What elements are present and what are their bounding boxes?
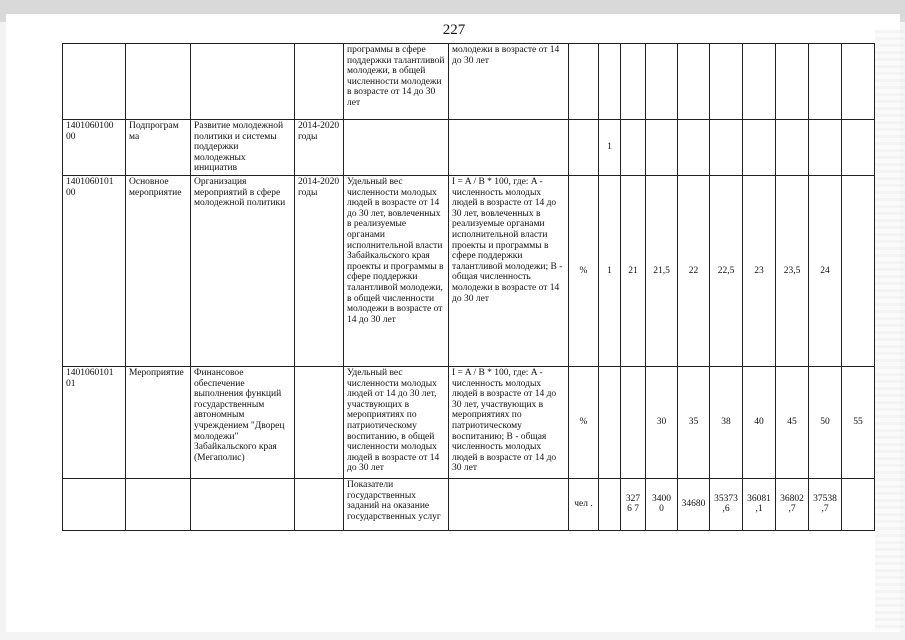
value-cell: 40 <box>743 366 776 478</box>
unit-cell: % <box>569 175 599 366</box>
value-cell <box>646 120 678 176</box>
value-cell: 35373 ,6 <box>710 478 743 530</box>
base-cell <box>599 44 621 120</box>
code-cell: 1401060100 00 <box>63 120 126 176</box>
value-cell <box>809 44 842 120</box>
table-row <box>63 120 875 176</box>
value-cell: 23 <box>743 175 776 366</box>
value-cell <box>743 120 776 176</box>
name-cell: Финансовое обеспечение выполнения функций государственным автономным учреждением "Дворец молодежи" Забайкальского края (Мегаполис) <box>191 366 295 478</box>
table-row <box>63 175 875 366</box>
years-cell <box>295 478 344 530</box>
value-cell <box>710 120 743 176</box>
table-row <box>63 478 875 530</box>
value-cell: 34680 <box>678 478 710 530</box>
code-cell <box>63 478 126 530</box>
value-cell <box>776 120 809 176</box>
page-number: 227 <box>442 22 466 38</box>
value-cell: 21,5 <box>646 175 678 366</box>
type-cell: Подпрограм ма <box>126 120 191 176</box>
code-cell: 1401060101 00 <box>63 175 126 366</box>
type-cell: Мероприятие <box>126 366 191 478</box>
table-row <box>63 44 875 120</box>
value-cell: 22 <box>678 175 710 366</box>
years-cell <box>295 44 344 120</box>
value-cell <box>842 175 875 366</box>
value-cell <box>710 44 743 120</box>
value-cell: 45 <box>776 366 809 478</box>
name-cell: Организация мероприятий в сфере молодежной политики <box>191 175 295 366</box>
indicator-cell <box>344 120 449 176</box>
value-cell: 30 <box>646 366 678 478</box>
value-cell <box>842 44 875 120</box>
value-cell: 35 <box>678 366 710 478</box>
base-cell: 1 <box>599 120 621 176</box>
value-cell: 21 <box>621 175 646 366</box>
value-cell <box>743 44 776 120</box>
indicators-table <box>62 43 875 531</box>
value-cell: 36802 ,7 <box>776 478 809 530</box>
indicator-cell: программы в сфере поддержки талантливой молодежи, в общей численности молодежи в возрасте от 14 до 30 лет <box>344 44 449 120</box>
indicator-cell: Показатели государственных заданий на оказание государственных услуг <box>344 478 449 530</box>
unit-cell: % <box>569 366 599 478</box>
value-cell: 24 <box>809 175 842 366</box>
formula-cell: молодежи в возрасте от 14 до 30 лет <box>449 44 569 120</box>
table-row <box>63 366 875 478</box>
base-cell <box>599 478 621 530</box>
name-cell: Развитие молодежной политики и системы поддержки молодежных инициатив <box>191 120 295 176</box>
value-cell: 36081 ,1 <box>743 478 776 530</box>
value-cell <box>621 120 646 176</box>
type-cell: Основное мероприятие <box>126 175 191 366</box>
formula-cell <box>449 120 569 176</box>
value-cell: 23,5 <box>776 175 809 366</box>
base-cell <box>599 366 621 478</box>
years-cell <box>295 366 344 478</box>
type-cell <box>126 478 191 530</box>
unit-cell <box>569 44 599 120</box>
value-cell: 38 <box>710 366 743 478</box>
indicator-cell: Удельный вес численности молодых людей от 14 до 30 лет, участвующих в мероприятиях по патриотическому воспитанию, в общей численности молодых людей в возрасте от 14 до 30 лет <box>344 366 449 478</box>
value-cell <box>842 120 875 176</box>
name-cell <box>191 478 295 530</box>
value-cell: 22,5 <box>710 175 743 366</box>
formula-cell <box>449 478 569 530</box>
value-cell <box>678 44 710 120</box>
value-cell: 55 <box>842 366 875 478</box>
years-cell: 2014-2020 годы <box>295 120 344 176</box>
scan-edge-noise <box>875 30 905 630</box>
value-cell <box>809 120 842 176</box>
unit-cell: чел . <box>569 478 599 530</box>
value-cell <box>621 44 646 120</box>
value-cell <box>678 120 710 176</box>
value-cell <box>776 44 809 120</box>
base-cell: 1 <box>599 175 621 366</box>
indicator-cell: Удельный вес численности молодых людей в возрасте от 14 до 30 лет, вовлеченных в реализуемые органами исполнительной власти Забайкальского края проекты и программы в сфере поддержки талантливой молодежи, в общей численности молодежи в возрасте от 14 до 30 лет <box>344 175 449 366</box>
value-cell: 37538 ,7 <box>809 478 842 530</box>
formula-cell: I = A / B * 100, где: A - численность молодых людей в возрасте от 14 до 30 лет, вовлеченных в реализуемые органами исполнительной власти проекты и программы в сфере поддержки талантливой молодежи; B - общая численность молодежи в возрасте от 14 до 30 лет <box>449 175 569 366</box>
value-cell: 50 <box>809 366 842 478</box>
value-cell <box>842 478 875 530</box>
name-cell <box>191 44 295 120</box>
value-cell: 3276 7 <box>621 478 646 530</box>
unit-cell <box>569 120 599 176</box>
code-cell: 1401060101 01 <box>63 366 126 478</box>
value-cell <box>646 44 678 120</box>
value-cell: 3400 0 <box>646 478 678 530</box>
formula-cell: I = A / B * 100, где: A - численность молодых людей в возрасте от 14 до 30 лет, участвующих в мероприятиях по патриотическому воспитанию; B - общая численность молодых людей в возрасте от 14 до 30 лет <box>449 366 569 478</box>
value-cell <box>621 366 646 478</box>
code-cell <box>63 44 126 120</box>
type-cell <box>126 44 191 120</box>
years-cell: 2014-2020 годы <box>295 175 344 366</box>
